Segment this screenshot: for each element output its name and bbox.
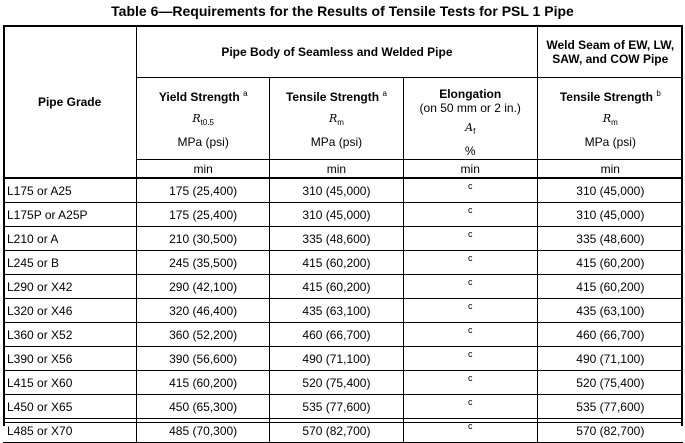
yield-strength-cell: 450 (65,300) — [137, 395, 270, 419]
elongation-cell: c — [403, 251, 537, 275]
elongation-cell: c — [403, 419, 537, 443]
weld-tensile-cell: 460 (66,700) — [537, 323, 683, 347]
tensile-strength-cell: 310 (45,000) — [270, 178, 404, 203]
tensile-strength-cell: 535 (77,600) — [270, 395, 404, 419]
weld-tensile-strength-header — [537, 78, 683, 160]
min-label: min — [537, 160, 683, 179]
tensile-strength-cell: 310 (45,000) — [270, 203, 404, 227]
table-row — [3, 251, 683, 275]
column-unit: MPa (psi) — [584, 135, 636, 149]
weld-tensile-cell: 415 (60,200) — [537, 251, 683, 275]
pipe-grade-cell: L390 or X56 — [3, 347, 137, 371]
min-label: min — [270, 160, 404, 179]
column-unit: % — [464, 144, 476, 158]
tensile-strength-cell: 520 (75,400) — [270, 371, 404, 395]
weld-tensile-cell: 335 (48,600) — [537, 227, 683, 251]
column-unit: MPa (psi) — [310, 135, 363, 149]
column-label: Yield Strength — [158, 90, 240, 104]
pipe-grade-cell: L175P or A25P — [3, 203, 137, 227]
yield-strength-cell: 320 (46,400) — [137, 299, 270, 323]
pipe-grade-cell: L245 or B — [3, 251, 137, 275]
elongation-cell: c — [403, 323, 537, 347]
column-symbol: $R_m$ — [602, 112, 618, 128]
table-row — [3, 203, 683, 227]
column-label: Elongation — [439, 87, 502, 101]
tensile-strength-cell: 415 (60,200) — [270, 251, 404, 275]
column-symbol: $A_f$ — [465, 121, 476, 137]
elongation-cell: c — [403, 178, 537, 203]
pipe-grade-cell: L415 or X60 — [3, 371, 137, 395]
elongation-cell: c — [403, 371, 537, 395]
elongation-header — [403, 78, 537, 160]
footnote-marker: a — [243, 89, 248, 98]
elongation-cell: c — [403, 347, 537, 371]
yield-strength-cell: 415 (60,200) — [137, 371, 270, 395]
elongation-cell: c — [403, 203, 537, 227]
yield-strength-cell: 210 (30,500) — [137, 227, 270, 251]
pipe-grade-cell: L360 or X52 — [3, 323, 137, 347]
weld-seam-header: Weld Seam of EW, LW, SAW, and COW Pipe — [537, 27, 683, 78]
weld-tensile-cell: 310 (45,000) — [537, 203, 683, 227]
table-title: Table 6—Requirements for the Results of Tensile Tests for PSL 1 Pipe — [111, 3, 574, 19]
weld-tensile-cell: 435 (63,100) — [537, 299, 683, 323]
pipe-grade-cell: L485 or X70 — [3, 419, 137, 443]
column-note: (on 50 mm or 2 in.) — [419, 101, 521, 115]
tensile-strength-cell: 415 (60,200) — [270, 275, 404, 299]
tensile-strength-cell: 460 (66,700) — [270, 323, 404, 347]
pipe-grade-header: Pipe Grade — [3, 27, 137, 178]
pipe-grade-cell: L450 or X65 — [3, 395, 137, 419]
yield-strength-header — [137, 78, 270, 160]
tensile-strength-cell: 490 (71,100) — [270, 347, 404, 371]
column-symbol: $R_{t0.5}$ — [192, 112, 214, 128]
pipe-grade-cell: L210 or A — [3, 227, 137, 251]
weld-tensile-cell: 490 (71,100) — [537, 347, 683, 371]
pipe-grade-cell: L290 or X42 — [3, 275, 137, 299]
elongation-cell: c — [403, 395, 537, 419]
yield-strength-cell: 245 (35,500) — [137, 251, 270, 275]
min-label: min — [403, 160, 537, 179]
min-label: min — [137, 160, 270, 179]
tensile-requirements-table — [3, 27, 683, 443]
tensile-strength-cell: 435 (63,100) — [270, 299, 404, 323]
tensile-strength-cell: 335 (48,600) — [270, 227, 404, 251]
table-row — [3, 299, 683, 323]
weld-tensile-cell: 570 (82,700) — [537, 419, 683, 443]
table-row — [3, 395, 683, 419]
weld-tensile-cell: 535 (77,600) — [537, 395, 683, 419]
elongation-cell: c — [403, 299, 537, 323]
yield-strength-cell: 360 (52,200) — [137, 323, 270, 347]
table-row — [3, 347, 683, 371]
pipe-grade-cell: L320 or X46 — [3, 299, 137, 323]
column-label: Tensile Strength — [559, 90, 653, 104]
table-body — [3, 178, 683, 443]
footnote-marker: a — [382, 89, 387, 98]
column-symbol: $R_m$ — [328, 112, 344, 128]
table-row — [3, 178, 683, 203]
elongation-cell: c — [403, 275, 537, 299]
weld-tensile-cell: 520 (75,400) — [537, 371, 683, 395]
column-label: Tensile Strength — [285, 90, 380, 104]
yield-strength-cell: 485 (70,300) — [137, 419, 270, 443]
yield-strength-cell: 290 (42,100) — [137, 275, 270, 299]
column-unit: MPa (psi) — [177, 135, 229, 149]
yield-strength-cell: 390 (56,600) — [137, 347, 270, 371]
yield-strength-cell: 175 (25,400) — [137, 203, 270, 227]
bottom-rule — [3, 422, 683, 423]
yield-strength-cell: 175 (25,400) — [137, 178, 270, 203]
footnote-marker: b — [656, 89, 661, 98]
pipe-grade-cell: L175 or A25 — [3, 178, 137, 203]
table-row — [3, 323, 683, 347]
elongation-cell: c — [403, 227, 537, 251]
pipe-body-header: Pipe Body of Seamless and Welded Pipe — [137, 27, 537, 78]
tensile-strength-header — [270, 78, 404, 160]
table-row — [3, 227, 683, 251]
table-row — [3, 275, 683, 299]
table-row — [3, 371, 683, 395]
weld-tensile-cell: 310 (45,000) — [537, 178, 683, 203]
tensile-strength-cell: 570 (82,700) — [270, 419, 404, 443]
weld-tensile-cell: 415 (60,200) — [537, 275, 683, 299]
